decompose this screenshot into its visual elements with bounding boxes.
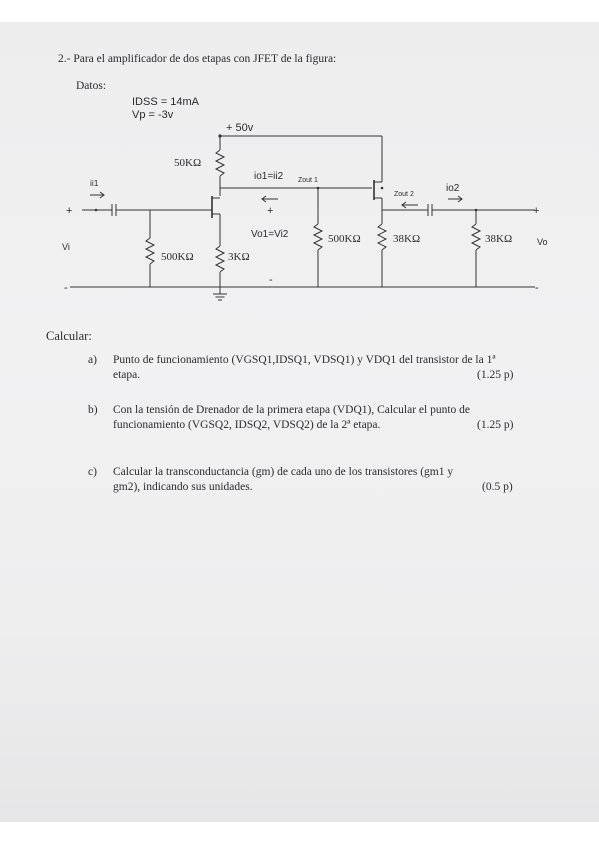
question-points: (1.25 p) [477,369,514,381]
r-source2-label: 38KΩ [393,233,421,245]
vo-label: Vo [537,237,548,247]
question-text-cont: funcionamiento (VGSQ2, IDSQ2, VDSQ2) de la 2ª etapa. [113,419,381,431]
r-gate2-label: 500KΩ [328,233,361,245]
calcular-label: Calcular: [46,329,92,343]
io1-label: io1=ii2 [254,171,284,182]
input-plus: + [66,205,73,217]
r-gate1-label: 500KΩ [161,251,194,263]
output-minus: - [535,282,539,294]
idss-value: IDSS = 14mA [132,96,199,108]
question-label: c) [88,466,97,478]
question-label: b) [88,404,98,416]
question-c [88,465,528,497]
circuit-diagram [0,0,599,320]
input-minus: - [64,282,68,294]
question-label: a) [88,354,97,366]
supply-label: + 50v [226,122,254,134]
io2-label: io2 [446,183,460,194]
r-source1-label: 3KΩ [228,251,250,263]
question-b [88,403,528,435]
question-text: Calcular la transconductancia (gm) de cada uno de los transistores (gm1 y [113,466,454,478]
question-text-cont: gm2), indicando sus unidades. [113,481,253,493]
vp-value: Vp = -3v [132,109,174,121]
problem-title: 2.- Para el amplificador de dos etapas con JFET de la figura: [58,53,337,65]
question-text: Punto de funcionamiento (VGSQ1,IDSQ1, VDSQ1) y VDQ1 del transistor de la 1ª [113,354,496,366]
vo1-minus: - [269,274,273,286]
question-text-cont: etapa. [113,369,141,381]
zout1-label: Zout 1 [298,177,318,184]
r-drain1-label: 50KΩ [174,157,202,169]
question-a [88,353,528,385]
question-points: (1.25 p) [477,419,514,431]
vo1-label: Vo1=Vi2 [251,229,289,240]
output-plus: + [533,205,540,217]
datos-label: Datos: [76,80,107,92]
r-load-label: 38KΩ [485,233,513,245]
vi-label: Vi [62,242,70,252]
zout2-label: Zout 2 [394,191,414,198]
ii1-label: ii1 [90,178,99,188]
question-text: Con la tensión de Drenador de la primera etapa (VDQ1), Calcular el punto de [113,404,471,416]
vo1-plus: + [267,205,274,217]
question-points: (0.5 p) [482,481,513,493]
